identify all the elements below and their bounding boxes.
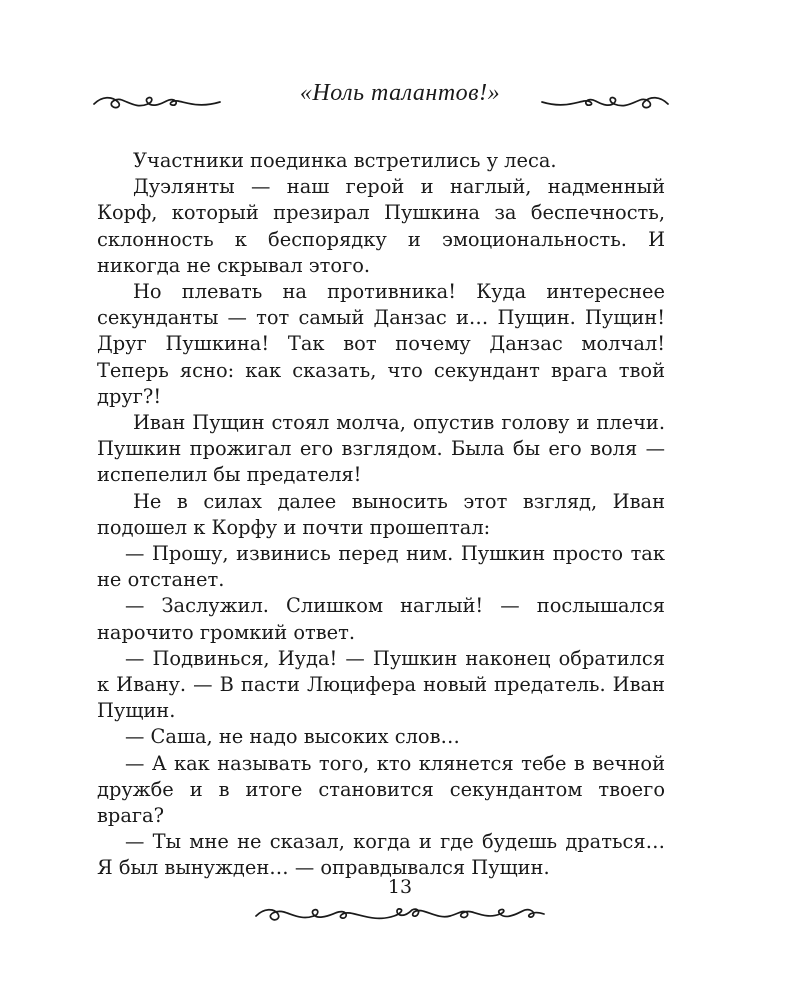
running-head-title: «Ноль талантов!» (299, 80, 501, 106)
page-footer (0, 876, 800, 936)
right-flourish-ornament (540, 92, 670, 114)
dialogue-line: — Прошу, извинись перед ним. Пушкин просто так не отстанет. (97, 542, 665, 592)
dialogue-line: — Подвинься, Иуда! — Пушкин наконец обратился к Ивану. — В пасти Люцифера новый предатель. Иван Пущин. (97, 646, 665, 723)
body-text (97, 148, 665, 882)
dialogue-line: — Заслужил. Слишком наглый! — послышался нарочито громкий ответ. (97, 594, 665, 644)
page-header (0, 78, 800, 124)
paragraph: Но плевать на противника! Куда интереснее секунданты — тот самый Данзас и… Пущин. Пущин! Друг Пушкина! Так вот почему Данзас молчал! Теперь ясно: как сказать, что секундант врага твой друг?! (97, 280, 665, 408)
dialogue-line: — Саша, не надо высоких слов… (125, 725, 460, 749)
paragraph: Не в силах далее выносить этот взгляд, Иван подошел к Корфу и почти прошептал: (97, 489, 665, 539)
dialogue-line: — Ты мне не сказал, когда и где будешь драться… Я был вынужден… — оправдывался Пущин. (97, 830, 665, 880)
dialogue-line: — А как называть того, кто клянется тебе в вечной дружбе и в итоге становится секундантом твоего врага? (97, 751, 665, 828)
paragraph: Иван Пущин стоял молча, опустив голову и плечи. Пушкин прожигал его взглядом. Была бы его воля — испепелил бы предателя! (97, 411, 665, 487)
paragraph: Дуэлянты — наш герой и наглый, надменный Корф, который презирал Пушкина за беспечность, склонность к беспорядку и эмоциональность. И никогда не скрывал этого. (97, 175, 665, 277)
bottom-flourish-ornament (254, 902, 546, 928)
paragraph: Участники поединка встретились у леса. (133, 149, 557, 172)
page-number: 13 (387, 876, 413, 898)
